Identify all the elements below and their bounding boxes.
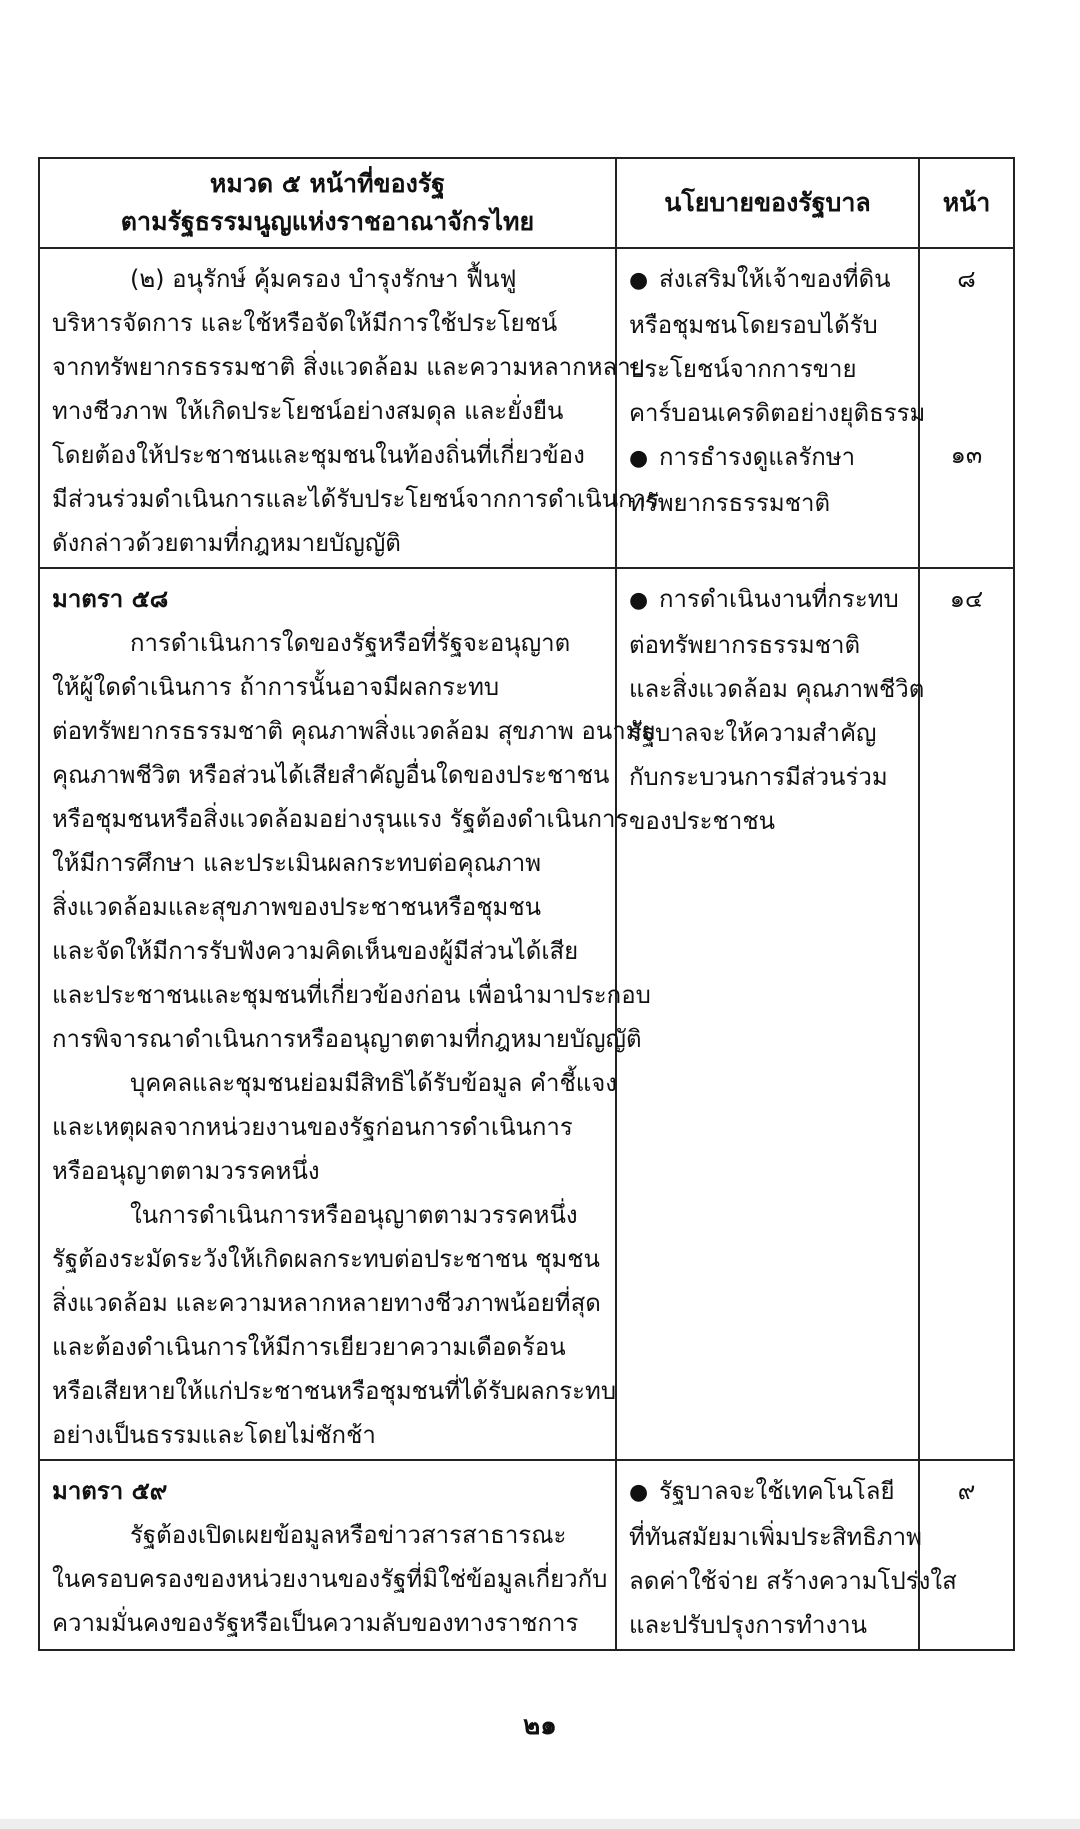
constitution-cell (39, 1460, 616, 1650)
policy-cell (616, 248, 926, 568)
text-line: ดังกล่าวด้วยตามที่กฎหมายบัญญัติ (52, 529, 401, 557)
table-row (39, 248, 1014, 568)
text-line: ในการดำเนินการหรืออนุญาตตามวรรคหนึ่ง (130, 1201, 578, 1229)
page-ref: ๙ (957, 1477, 976, 1505)
constitution-cell (39, 248, 659, 568)
text-line: สิ่งแวดล้อม และความหลากหลายทางชีวภาพน้อยที่สุด (52, 1289, 601, 1317)
text-line: การพิจารณาดำเนินการหรืออนุญาตตามที่กฎหมายบัญญัติ (52, 1025, 642, 1053)
page-cell (919, 248, 1014, 568)
text-line: คุณภาพชีวิต หรือส่วนได้เสียสำคัญอื่นใดของประชาชน (52, 761, 610, 789)
table-row (39, 1460, 1014, 1650)
policy-bullet (629, 1469, 908, 1515)
text-line: ความมั่นคงของรัฐหรือเป็นความลับของทางราชการ (52, 1609, 579, 1637)
text-line: ทางชีวภาพ ให้เกิดประโยชน์อย่างสมดุล และยั่งยืน (52, 397, 564, 425)
bullet-icon: ● (629, 268, 649, 293)
text-line: ต่อทรัพยากรธรรมชาติ (629, 631, 861, 659)
text-line: หรือชุมชนโดยรอบได้รับ (629, 311, 878, 339)
bullet-icon: ● (629, 588, 649, 613)
header-constitution (39, 158, 616, 248)
text-line: ให้มีการศึกษา และประเมินผลกระทบต่อคุณภาพ (52, 849, 542, 877)
policy-bullet (629, 435, 908, 481)
text-line: ของประชาชน (629, 807, 776, 835)
bottom-bar (0, 1819, 1080, 1829)
text-line: และต้องดำเนินการให้มีการเยียวยาความเดือดร้อน (52, 1333, 566, 1361)
table-row (39, 568, 1014, 1460)
page-ref: ๑๓ (950, 441, 983, 469)
policy-bullet (629, 257, 908, 303)
policy-comparison-table (38, 157, 1015, 1651)
text-line: ที่ทันสมัยมาเพิ่มประสิทธิภาพ (629, 1523, 922, 1551)
text-line: หรือเสียหายให้แก่ประชาชนหรือชุมชนที่ได้รับผลกระทบ (52, 1377, 617, 1405)
page-cell (919, 1460, 1014, 1650)
header-constitution-line1: หมวด ๕ หน้าที่ของรัฐ (209, 169, 446, 198)
bullet-icon: ● (629, 446, 649, 471)
text-line: กับกระบวนการมีส่วนร่วม (629, 763, 888, 791)
text-line: ลดค่าใช้จ่าย สร้างความโปร่งใส (629, 1567, 957, 1595)
text-line: มีส่วนร่วมดำเนินการและได้รับประโยชน์จากการดำเนินการ (52, 485, 659, 513)
text-line: หรือชุมชนหรือสิ่งแวดล้อมอย่างรุนแรง รัฐต้องดำเนินการ (52, 805, 629, 833)
header-constitution-line2: ตามรัฐธรรมนูญแห่งราชอาณาจักรไทย (120, 207, 535, 236)
page-number: ๒๑ (523, 1711, 557, 1741)
constitution-cell (39, 568, 656, 1460)
text-line: คาร์บอนเครดิตอย่างยุติธรรม (629, 399, 926, 427)
text-line: รัฐบาลจะใช้เทคโนโลยี (659, 1477, 895, 1505)
text-line: และสิ่งแวดล้อม คุณภาพชีวิต (629, 675, 925, 703)
text-line: และปรับปรุงการทำงาน (629, 1611, 868, 1639)
section-title: มาตรา ๕๙ (52, 1477, 168, 1505)
text-line: (๒) อนุรักษ์ คุ้มครอง บำรุงรักษา ฟื้นฟู (130, 265, 517, 293)
text-line: อย่างเป็นธรรมและโดยไม่ชักช้า (52, 1421, 376, 1449)
header-page: หน้า (919, 158, 1014, 248)
text-line: และเหตุผลจากหน่วยงานของรัฐก่อนการดำเนินการ (52, 1113, 573, 1141)
text-line: รัฐบาลจะให้ความสำคัญ (629, 719, 877, 747)
text-line: หรืออนุญาตตามวรรคหนึ่ง (52, 1157, 320, 1185)
table-header-row (39, 158, 1014, 248)
text-line: ต่อทรัพยากรธรรมชาติ คุณภาพสิ่งแวดล้อม สุขภาพ อนามัย (52, 717, 656, 745)
text-line: การธำรงดูแลรักษา (659, 443, 856, 471)
page-cell (919, 568, 1014, 1460)
section-title: มาตรา ๕๘ (52, 585, 169, 613)
text-line: การดำเนินงานที่กระทบ (659, 585, 899, 613)
text-line: ทรัพยากรธรรมชาติ (629, 489, 831, 517)
text-line: สิ่งแวดล้อมและสุขภาพของประชาชนหรือชุมชน (52, 893, 542, 921)
header-policy: นโยบายของรัฐบาล (616, 158, 919, 248)
text-line: และจัดให้มีการรับฟังความคิดเห็นของผู้มีส่วนได้เสีย (52, 937, 579, 965)
text-line: โดยต้องให้ประชาชนและชุมชนในท้องถิ่นที่เกี่ยวข้อง (52, 441, 585, 469)
text-line: บุคคลและชุมชนย่อมมีสิทธิได้รับข้อมูล คำชี้แจง (130, 1069, 617, 1097)
text-line: จากทรัพยากรธรรมชาติ สิ่งแวดล้อม และความหลากหลาย (52, 353, 645, 381)
text-line: ประโยชน์จากการขาย (629, 355, 857, 383)
policy-bullet (629, 577, 908, 623)
text-line: ส่งเสริมให้เจ้าของที่ดิน (659, 265, 891, 293)
page-ref: ๘ (957, 265, 976, 293)
policy-cell (616, 568, 925, 1460)
bullet-icon: ● (629, 1480, 649, 1505)
text-line: การดำเนินการใดของรัฐหรือที่รัฐจะอนุญาต (130, 629, 571, 657)
text-line: ในครอบครองของหน่วยงานของรัฐที่มิใช่ข้อมูลเกี่ยวกับ (52, 1565, 608, 1593)
text-line: รัฐต้องระมัดระวังให้เกิดผลกระทบต่อประชาชน ชุมชน (52, 1245, 600, 1273)
page-ref: ๑๔ (949, 585, 984, 613)
policy-cell (616, 1460, 957, 1650)
text-line: ให้ผู้ใดดำเนินการ ถ้าการนั้นอาจมีผลกระทบ (52, 673, 500, 701)
text-line: และประชาชนและชุมชนที่เกี่ยวข้องก่อน เพื่อนำมาประกอบ (52, 981, 651, 1009)
text-line: บริหารจัดการ และใช้หรือจัดให้มีการใช้ประโยชน์ (52, 309, 558, 337)
text-line: รัฐต้องเปิดเผยข้อมูลหรือข่าวสารสาธารณะ (130, 1521, 567, 1549)
